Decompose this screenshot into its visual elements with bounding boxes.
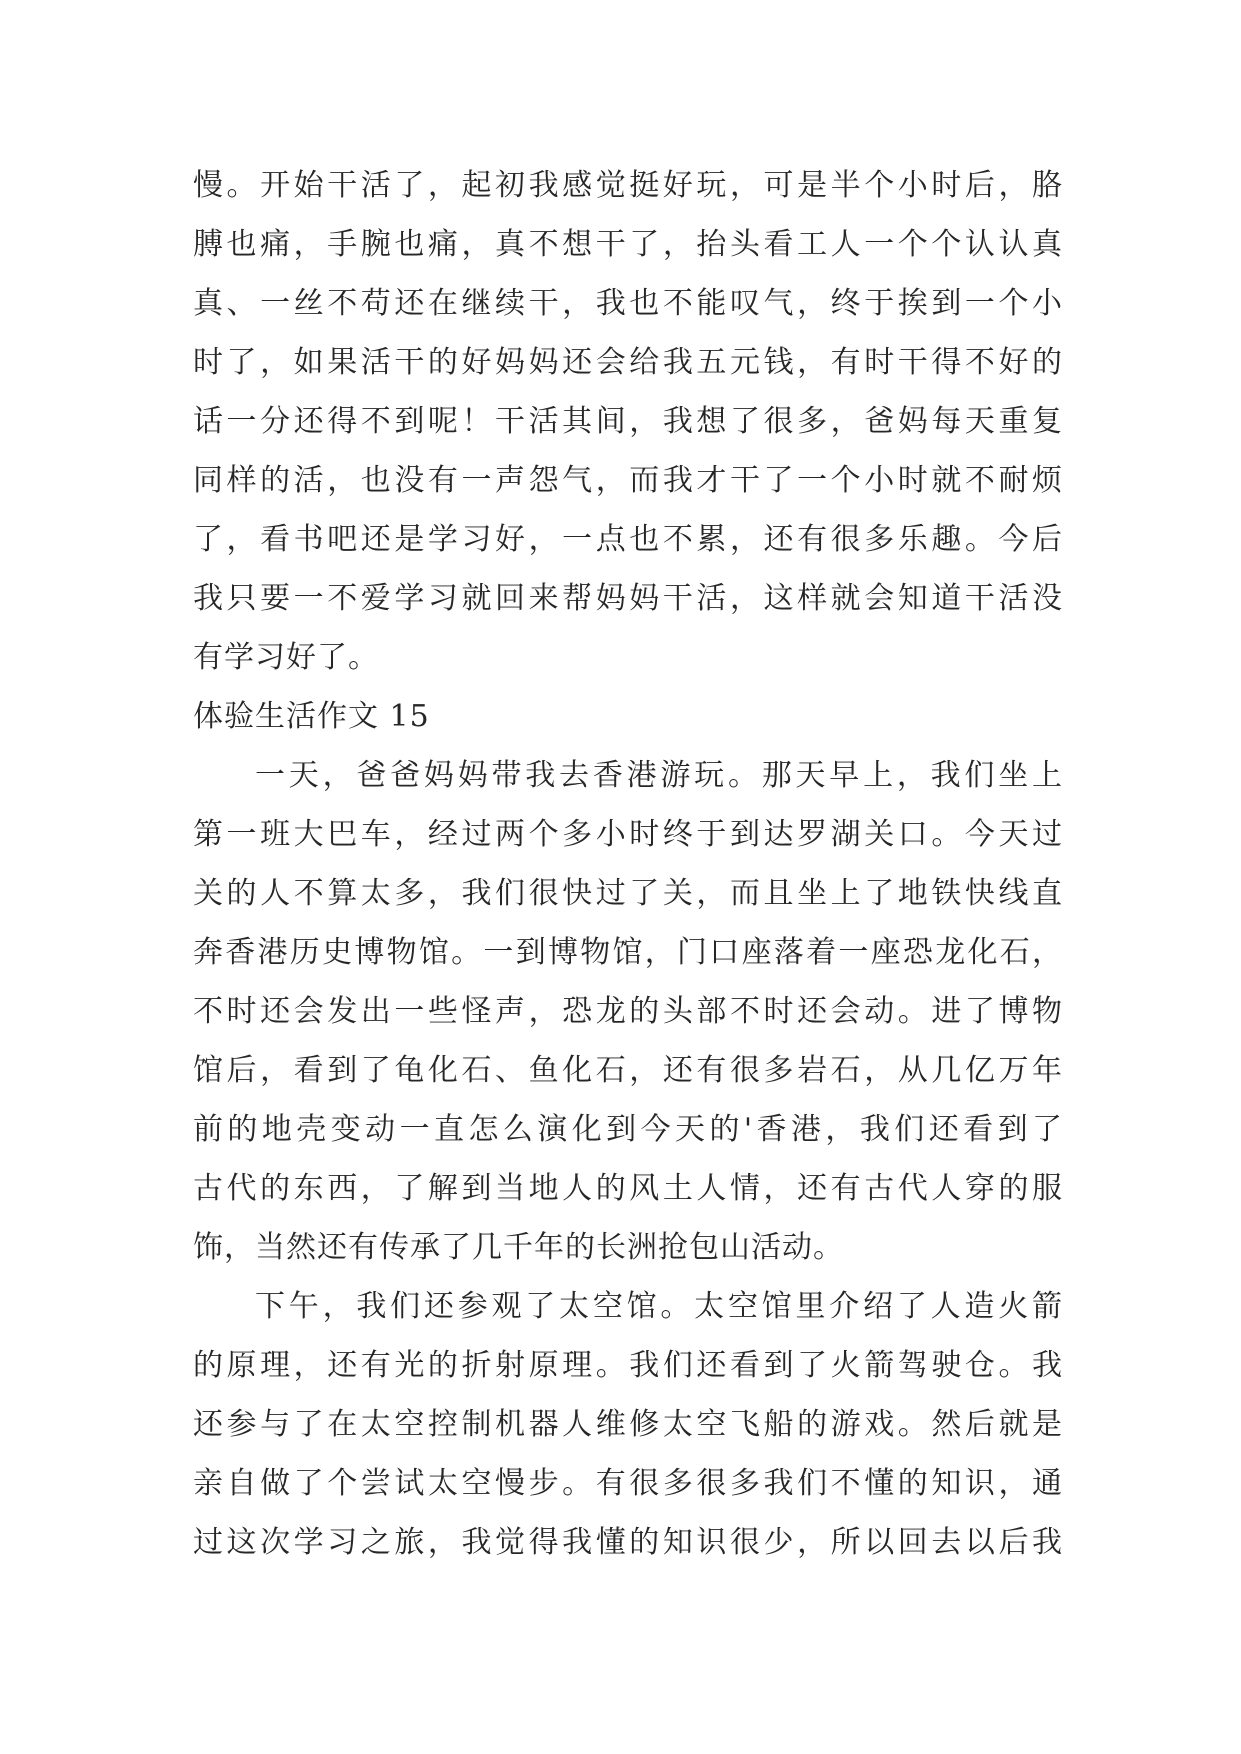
text-line: 前的地壳变动一直怎么演化到今天的'香港，我们还看到了 [193, 1112, 1063, 1147]
text-line: 真、一丝不苟还在继续干，我也不能叹气，终于挨到一个小 [193, 286, 1063, 321]
text-line: 饰，当然还有传承了几千年的长洲抢包山活动。 [193, 1230, 844, 1265]
document-body [193, 156, 1063, 1572]
text-line: 我只要一不爱学习就回来帮妈妈干活，这样就会知道干活没 [193, 581, 1063, 616]
text-line: 关的人不算太多，我们很快过了关，而且坐上了地铁快线直 [193, 876, 1063, 911]
text-line: 时了，如果活干的好妈妈还会给我五元钱，有时干得不好的 [193, 345, 1063, 380]
text-line: 馆后，看到了龟化石、鱼化石，还有很多岩石，从几亿万年 [193, 1053, 1063, 1088]
paragraph-continued [193, 156, 1063, 687]
text-line: 慢。开始干活了，起初我感觉挺好玩，可是半个小时后，胳 [193, 168, 1063, 203]
text-line: 同样的活，也没有一声怨气，而我才干了一个小时就不耐烦 [193, 463, 1063, 498]
essay-heading: 体验生活作文 15 [193, 699, 430, 734]
text-line: 第一班大巴车，经过两个多小时终于到达罗湖关口。今天过 [193, 817, 1063, 852]
text-line: 话一分还得不到呢！干活其间，我想了很多，爸妈每天重复 [193, 404, 1063, 439]
text-line: 古代的东西，了解到当地人的风土人情，还有古代人穿的服 [193, 1171, 1063, 1206]
text-line: 下午，我们还参观了太空馆。太空馆里介绍了人造火箭 [255, 1289, 1063, 1324]
text-line: 膊也痛，手腕也痛，真不想干了，抬头看工人一个个认认真 [193, 227, 1063, 262]
text-line: 还参与了在太空控制机器人维修太空飞船的游戏。然后就是 [193, 1407, 1063, 1442]
text-line: 了，看书吧还是学习好，一点也不累，还有很多乐趣。今后 [193, 522, 1063, 557]
text-line: 奔香港历史博物馆。一到博物馆，门口座落着一座恐龙化石， [193, 935, 1063, 970]
paragraph-2 [193, 746, 1063, 1277]
text-line: 不时还会发出一些怪声，恐龙的头部不时还会动。进了博物 [193, 994, 1063, 1029]
text-line: 的原理，还有光的折射原理。我们还看到了火箭驾驶仓。我 [193, 1348, 1063, 1383]
text-line: 过这次学习之旅，我觉得我懂的知识很少，所以回去以后我 [193, 1525, 1063, 1560]
text-line: 亲自做了个尝试太空慢步。有很多很多我们不懂的知识，通 [193, 1466, 1063, 1501]
text-line: 一天，爸爸妈妈带我去香港游玩。那天早上，我们坐上 [255, 758, 1063, 793]
text-line: 有学习好了。 [193, 640, 379, 675]
paragraph-3 [193, 1277, 1063, 1572]
